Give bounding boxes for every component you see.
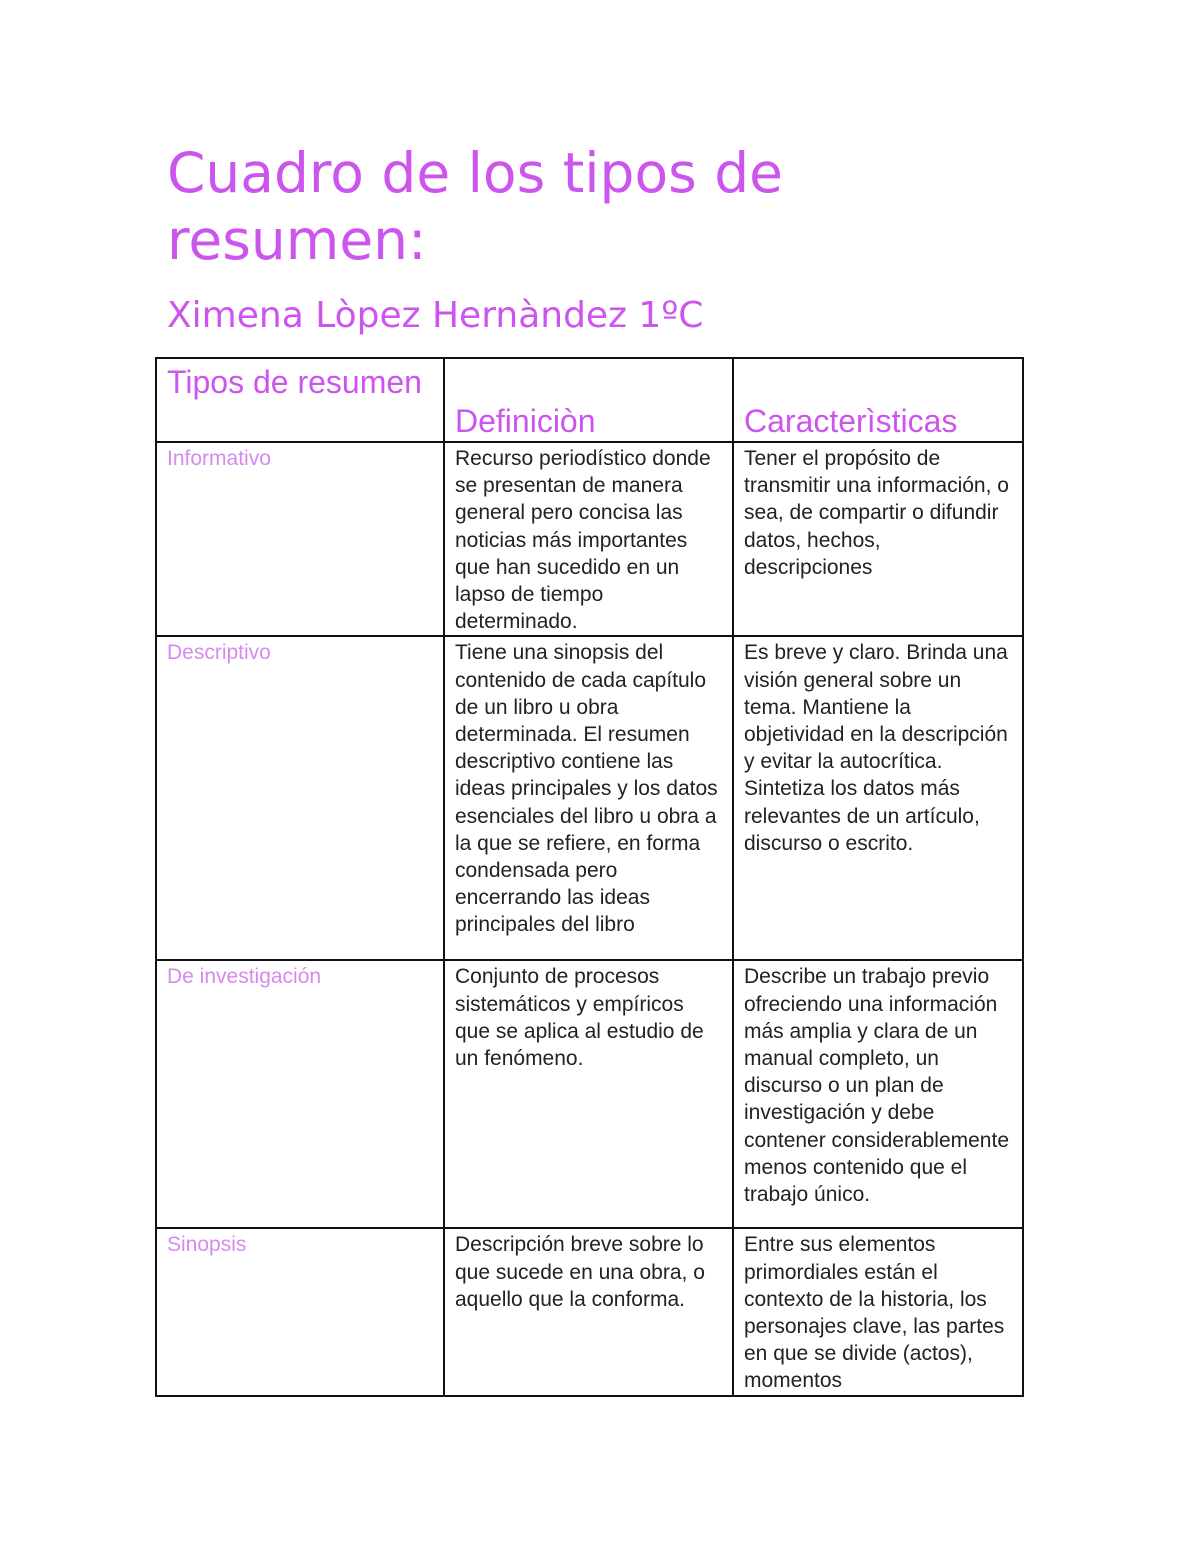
page-title: Cuadro de los tipos de resumen: [167,141,784,272]
summary-type-cell: Informativo [156,442,444,636]
table-row [156,1228,1023,1395]
definition-cell: Descripción breve sobre lo que sucede en una obra, o aquello que la conforma. [444,1228,733,1395]
summary-type-cell: De investigación [156,960,444,1228]
table-row [156,636,1023,960]
definition-cell: Tiene una sinopsis del contenido de cada capítulo de un libro u obra determinada. El resumen descriptivo contiene las ideas principales y los datos esenciales del libro u obra a la que se refiere, en forma condensada pero encerrando las ideas principales del libro [444,636,733,960]
characteristics-cell: Entre sus elementos primordiales están el contexto de la historia, los personajes clave, las partes en que se divide (actos), momentos [733,1228,1023,1395]
characteristics-cell: Tener el propósito de transmitir una información, o sea, de compartir o difundir datos, hechos, descripciones [733,442,1023,636]
table-header-row [156,358,1023,442]
characteristics-cell: Es breve y claro. Brinda una visión general sobre un tema. Mantiene la objetividad en la descripción y evitar la autocrítica. Sintetiza los datos más relevantes de un artículo, discurso o escrito. [733,636,1023,960]
summary-types-table [155,357,1024,1397]
definition-cell: Recurso periodístico donde se presentan de manera general pero concisa las noticias más importantes que han sucedido en un lapso de tiempo determinado. [444,442,733,636]
summary-type-cell: Sinopsis [156,1228,444,1395]
author-line: Ximena Lòpez Hernàndez 1ºC [167,295,704,336]
header-types-cell: Tipos de resumen [156,358,444,442]
header-definition-cell: Definiciòn [444,358,733,442]
definition-cell: Conjunto de procesos sistemáticos y empíricos que se aplica al estudio de un fenómeno. [444,960,733,1228]
header-characteristics-cell: Caracterìsticas [733,358,1023,442]
table-row [156,442,1023,636]
characteristics-cell: Describe un trabajo previo ofreciendo una información más amplia y clara de un manual completo, un discurso o un plan de investigación y debe contener considerablemente menos contenido que el trabajo único. [733,960,1023,1228]
table-row [156,960,1023,1228]
summary-type-cell: Descriptivo [156,636,444,960]
